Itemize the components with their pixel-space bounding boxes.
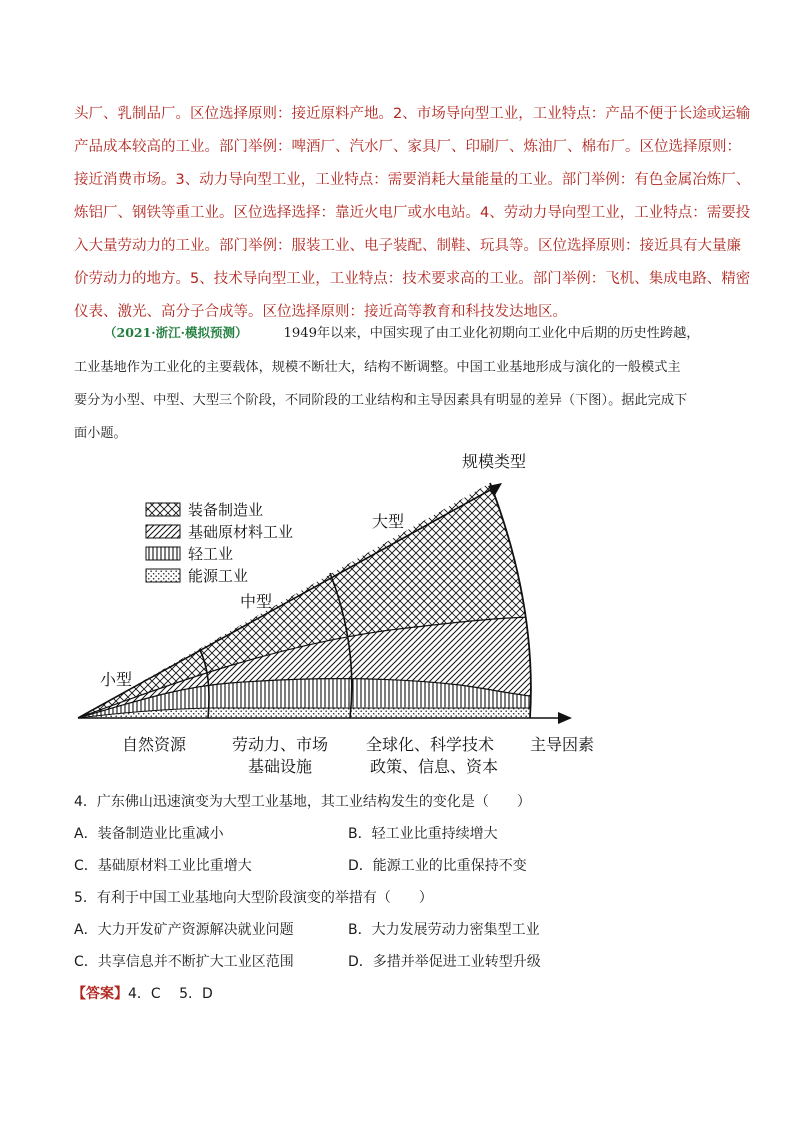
answer-line [72, 983, 213, 1003]
q4-option-a[interactable]: A．装备制造业比重减小 [74, 826, 224, 842]
legend-label-raw-materials: 基础原材料工业 [188, 523, 294, 541]
q4-option-b[interactable]: B．轻工业比重持续增大 [348, 826, 498, 842]
legend-label-light-industry: 轻工业 [188, 545, 234, 563]
stage-label-large: 大型 [372, 512, 405, 531]
legend [146, 501, 293, 585]
explanation-line: 炼铝厂、钢铁等重工业。区位选择选择：靠近火电厂或水电站。4、劳动力导向型工业，工业特点：需要投 [74, 205, 751, 221]
explanation-line: 入大量劳动力的工业。部门举例：服装工业、电子装配、制鞋、玩具等。区位选择原则：接近具有大量廉 [74, 238, 741, 254]
x-axis-label: 主导因素 [530, 735, 595, 754]
legend-swatch-raw-materials [146, 525, 180, 538]
q5-option-a[interactable]: A．大力开发矿产资源解决就业问题 [74, 922, 294, 938]
legend-label-equipment: 装备制造业 [188, 501, 264, 519]
legend-swatch-light-industry [146, 547, 180, 560]
explanation-line: 仪表、激光、高分子合成等。区位选择原则：接近高等教育和科技发达地区。 [74, 304, 567, 320]
stage-label-medium: 中型 [240, 592, 273, 611]
q4-option-d[interactable]: D．能源工业的比重保持不变 [348, 858, 527, 874]
factor-labor-market: 劳动力、市场 [232, 735, 329, 754]
factor-policy-info-capital: 政策、信息、资本 [370, 757, 499, 776]
stage-label-small: 小型 [100, 670, 133, 689]
stem-text-1: 1949年以来，中国实现了由工业化初期向工业化中后期的历史性跨越， [283, 326, 700, 341]
factor-natural-resources: 自然资源 [122, 735, 187, 754]
factor-infrastructure: 基础设施 [248, 757, 313, 776]
answer-text: 4．C 5．D [128, 986, 213, 1002]
factor-globalization-tech: 全球化、科学技术 [366, 735, 495, 754]
question-5: 5．有利于中国工业基地向大型阶段演变的举措有（ ） [74, 890, 433, 906]
legend-swatch-energy [146, 569, 180, 582]
explanation-line: 产品成本较高的工业。部门举例：啤酒厂、汽水厂、家具厂、印刷厂、炼油厂、棉布厂。区位选择原则： [74, 139, 741, 155]
question-4: 4．广东佛山迅速演变为大型工业基地，其工业结构发生的变化是（ ） [74, 794, 531, 810]
industrial-base-evolution-diagram [60, 445, 620, 785]
q5-option-c[interactable]: C．共享信息并不断扩大工业区范围 [74, 954, 294, 970]
explanation-line: 价劳动力的地方。5、技术导向型工业，工业特点：技术要求高的工业。部门举例：飞机、集成电路、精密 [74, 271, 751, 287]
explanation-line: 接近消费市场。3、动力导向型工业，工业特点：需要消耗大量能量的工业。部门举例：有色金属冶炼厂、 [74, 172, 751, 188]
q4-option-c[interactable]: C．基础原材料工业比重增大 [74, 858, 252, 874]
explanation-line: 头厂、乳制品厂。区位选择原则：接近原料产地。2、市场导向型工业，工业特点：产品不便于长途或运输 [74, 106, 751, 122]
legend-swatch-equipment [146, 503, 180, 516]
q5-option-b[interactable]: B．大力发展劳动力密集型工业 [348, 922, 540, 938]
legend-label-energy: 能源工业 [188, 567, 249, 585]
explanation-paragraph [74, 98, 751, 329]
stem-line-4: 面小题。 [74, 426, 127, 441]
stem-line-2: 工业基地作为工业化的主要载体，规模不断壮大，结构不断调整。中国工业基地形成与演化的一般模式主 [74, 360, 681, 375]
fan-sector [60, 445, 620, 785]
source-tag: （2021·浙江·模拟预测） [104, 325, 248, 340]
q5-option-d[interactable]: D．多措并举促进工业转型升级 [348, 954, 541, 970]
equipment-manufacturing-layer [60, 445, 620, 785]
stem-line-1 [104, 322, 700, 341]
answer-tag: 【答案】 [72, 986, 128, 1002]
stem-line-3: 要分为小型、中型、大型三个阶段，不同阶段的工业结构和主导因素具有明显的差异（下图）。据此完成下 [74, 393, 688, 408]
x-axis-arrow [558, 712, 572, 724]
y-axis-label: 规模类型 [462, 452, 527, 471]
